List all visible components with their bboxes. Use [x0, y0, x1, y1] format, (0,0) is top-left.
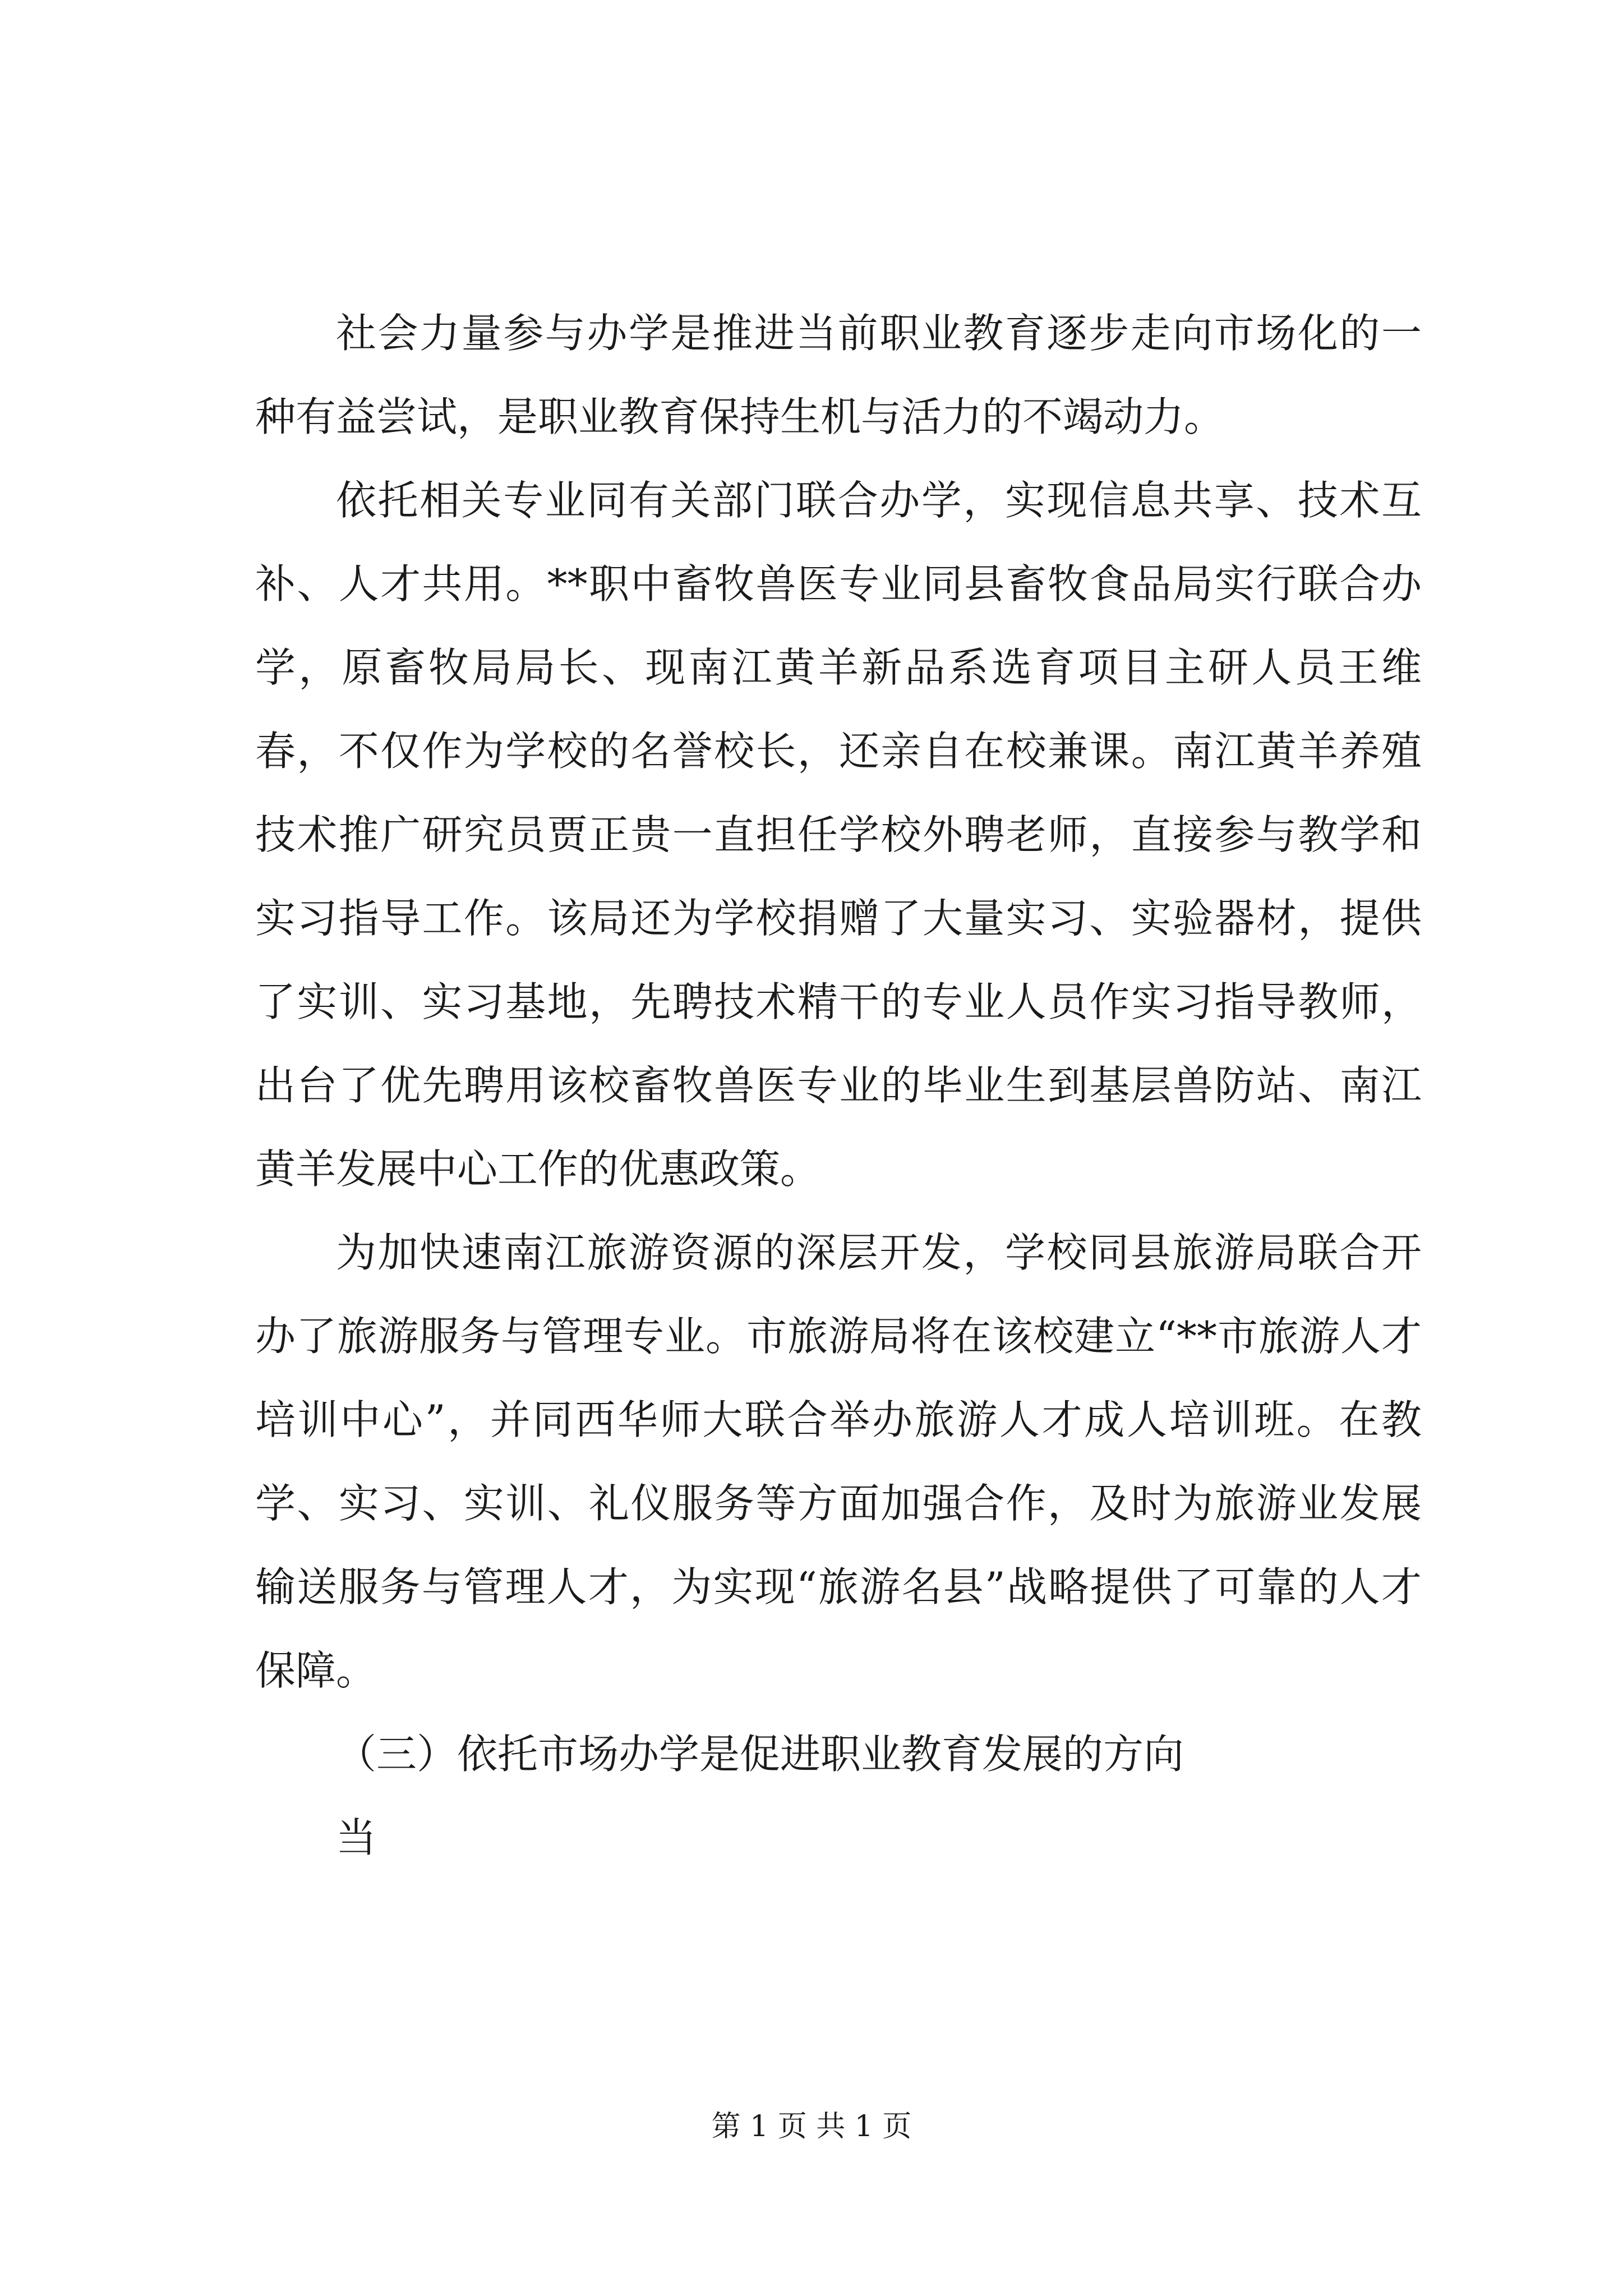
paragraph-fragment: 当	[336, 1814, 377, 1861]
section-heading-market: （三）依托市场办学是促进职业教育发展的方向	[336, 1731, 1184, 1778]
paragraph-social-forces: 社会力量参与办学是推进当前职业教育逐步走向市场化的一种有益尝试，是职业教育保持生机与活力的不竭动力。	[255, 310, 1422, 440]
paragraph-joint-departments: 依托相关专业同有关部门联合办学，实现信息共享、技术互补、人才共用。**职中畜牧兽医专业同县畜牧食品局实行联合办学，原畜牧局局长、现南江黄羊新品系选育项目主研人员王维春，不仅作为学校的名誉校长，还亲自在校兼课。南江黄羊养殖技术推广研究员贾正贵一直担任学校外聘老师，直接参与教学和实习指导工作。该局还为学校捐赠了大量实习、实验器材，提供了实训、实习基地，先聘技术精干的专业人员作实习指导教师，出台了优先聘用该校畜牧兽医专业的毕业生到基层兽防站、南江黄羊发展中心工作的优惠政策。	[255, 477, 1422, 1193]
paragraph-tourism: 为加快速南江旅游资源的深层开发，学校同县旅游局联合开办了旅游服务与管理专业。市旅游局将在该校建立“**市旅游人才培训中心”，并同西华师大联合举办旅游人才成人培训班。在教学、实习、实训、礼仪服务等方面加强合作，及时为旅游业发展输送服务与管理人才，为实现“旅游名县”战略提供了可靠的人才保障。	[255, 1229, 1422, 1694]
page-footer: 第 1 页 共 1 页	[711, 2110, 912, 2143]
document-body	[255, 292, 1422, 1880]
